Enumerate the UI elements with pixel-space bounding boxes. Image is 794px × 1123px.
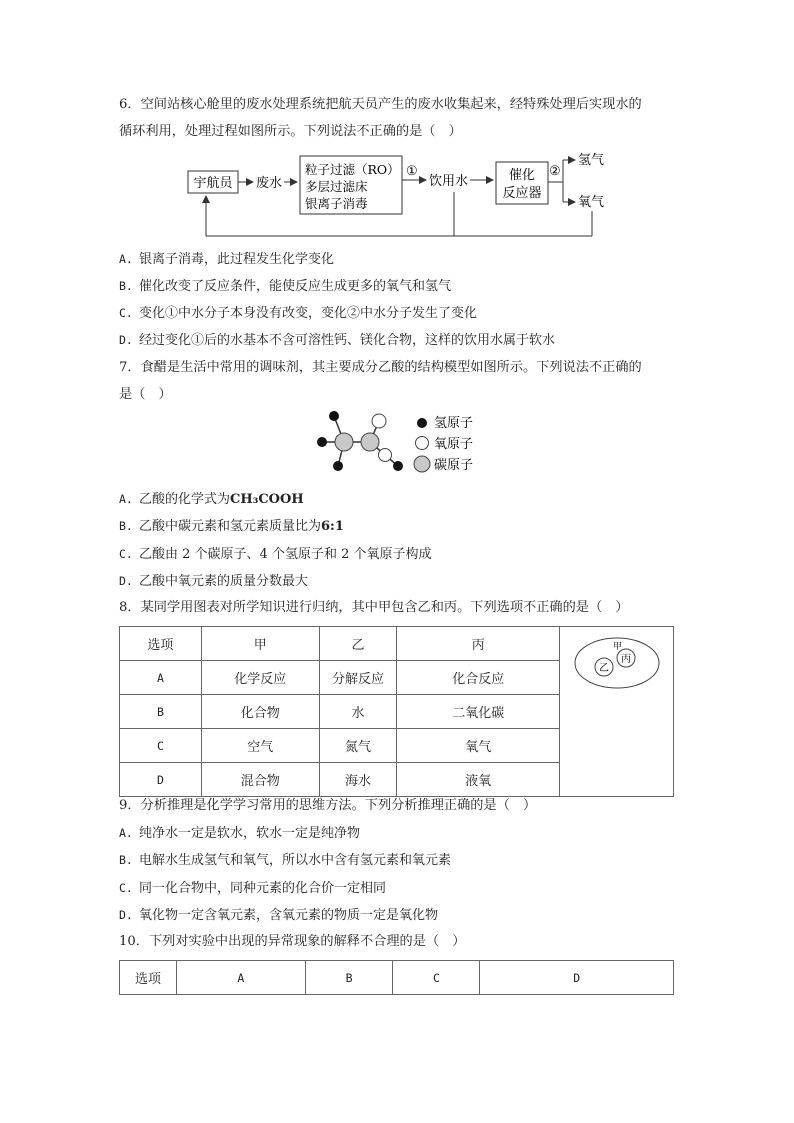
filter-line1: 粒子过滤（RO） (305, 162, 400, 177)
table-header-row (120, 961, 674, 995)
q8-table (119, 626, 674, 797)
table-cell: 液氧 (397, 763, 560, 797)
q7-option-a: A. 乙酸的化学式为CH₃COOH (119, 492, 304, 507)
table-cell: 分解反应 (319, 661, 397, 695)
q6-stem-line1: 6．空间站核心舱里的废水处理系统把航天员产生的废水收集起来，经特殊处理后实现水的 (119, 97, 642, 112)
table-header-row (120, 627, 674, 661)
table-cell: 化合反应 (397, 661, 560, 695)
step1-label: ① (406, 164, 418, 179)
header-cell: 丙 (397, 627, 560, 661)
legend-hydrogen-icon (417, 418, 427, 428)
step2-label: ② (549, 164, 561, 179)
acetic-acid-molecule-model (312, 408, 482, 480)
filter-line3: 银离子消毒 (305, 196, 368, 211)
carbon-atom (335, 433, 353, 451)
table-cell: 化学反应 (201, 661, 319, 695)
legend-hydrogen-label: 氢原子 (434, 416, 474, 431)
hydrogen-label: 氢气 (578, 153, 605, 168)
header-cell: 选项 (120, 627, 202, 661)
header-cell: B (305, 961, 393, 995)
reactor-line1: 催化 (508, 168, 536, 183)
legend-oxygen-icon (416, 437, 429, 450)
q9-stem: 9．分析推理是化学学习常用的思维方法。下列分析推理正确的是（ ） (119, 798, 537, 813)
legend-carbon-icon (414, 456, 430, 472)
hydrogen-atom (329, 411, 339, 421)
q6-stem-line2: 循环利用，处理过程如图所示。下列说法不正确的是（ ） (119, 124, 462, 139)
q6-process-diagram (180, 148, 620, 240)
venn-cell (560, 627, 674, 797)
wastewater-label: 废水 (256, 176, 283, 191)
table-cell: A (120, 661, 202, 695)
q6-option-c: C. 变化①中水分子本身没有改变，变化②中水分子发生了变化 (119, 306, 478, 321)
q7-stem-line2: 是（ ） (119, 387, 172, 402)
header-cell: 选项 (120, 961, 177, 995)
q7-option-c: C. 乙酸由 2 个碳原子、4 个氢原子和 2 个氧原子构成 (119, 547, 432, 562)
table-cell: 氮气 (319, 729, 397, 763)
table-cell: 海水 (319, 763, 397, 797)
table-cell: 化合物 (201, 695, 319, 729)
header-cell: 乙 (319, 627, 397, 661)
reactor-line2: 反应器 (502, 186, 542, 201)
table-cell: B (120, 695, 202, 729)
q10-table (119, 960, 674, 995)
oxygen-label: 氧气 (578, 195, 605, 210)
drinking-water-label: 饮用水 (429, 174, 469, 189)
header-cell: 甲 (201, 627, 319, 661)
header-cell: D (480, 961, 674, 995)
q9-option-d: D. 氧化物一定含氧元素，含氧元素的物质一定是氧化物 (119, 908, 439, 923)
q6-option-a: A. 银离子消毒，此过程发生化学变化 (119, 252, 335, 267)
venn-diagram (567, 635, 667, 691)
q9-option-b: B. 电解水生成氢气和氧气，所以水中含有氢元素和氧元素 (119, 853, 452, 868)
q9-option-a: A. 纯净水一定是软水，软水一定是纯净物 (119, 826, 361, 841)
venn-outer-label: 甲 (612, 642, 622, 652)
oxygen-atom (379, 449, 392, 462)
table-cell: 水 (319, 695, 397, 729)
table-cell: D (120, 763, 202, 797)
table-cell: 混合物 (201, 763, 319, 797)
oxygen-atom (372, 414, 386, 428)
venn-left-label: 乙 (598, 663, 609, 674)
venn-right-label: 丙 (620, 654, 631, 665)
header-cell: A (176, 961, 305, 995)
q7-option-b: B. 乙酸中碳元素和氢元素质量比为6:1 (119, 519, 344, 534)
q10-stem: 10．下列对实验中出现的异常现象的解释不合理的是（ ） (119, 934, 466, 949)
legend-oxygen-label: 氧原子 (434, 437, 474, 452)
q9-option-c: C. 同一化合物中，同种元素的化合价一定相同 (119, 881, 387, 896)
header-cell: C (393, 961, 480, 995)
table-cell: C (120, 729, 202, 763)
filter-line2: 多层过滤床 (305, 179, 368, 194)
table-cell: 二氧化碳 (397, 695, 560, 729)
hydrogen-atom (393, 461, 403, 471)
legend-carbon-label: 碳原子 (434, 458, 474, 473)
q7-stem-line1: 7．食醋是生活中常用的调味剂，其主要成分乙酸的结构模型如图所示。下列说法不正确的 (119, 360, 642, 375)
q7-option-d: D. 乙酸中氧元素的质量分数最大 (119, 574, 309, 589)
hydrogen-atom (333, 461, 343, 471)
hydrogen-atom (317, 437, 327, 447)
carbon-atom (361, 433, 379, 451)
q6-option-d: D. 经过变化①后的水基本不含可溶性钙、镁化合物，这样的饮用水属于软水 (119, 333, 556, 348)
table-cell: 氧气 (397, 729, 560, 763)
q6-option-b: B. 催化改变了反应条件，能使反应生成更多的氧气和氢气 (119, 279, 452, 294)
astronaut-label: 宇航员 (193, 176, 233, 191)
q8-stem: 8．某同学用图表对所学知识进行归纳，其中甲包含乙和丙。下列选项不正确的是（ ） (119, 600, 629, 615)
table-cell: 空气 (201, 729, 319, 763)
